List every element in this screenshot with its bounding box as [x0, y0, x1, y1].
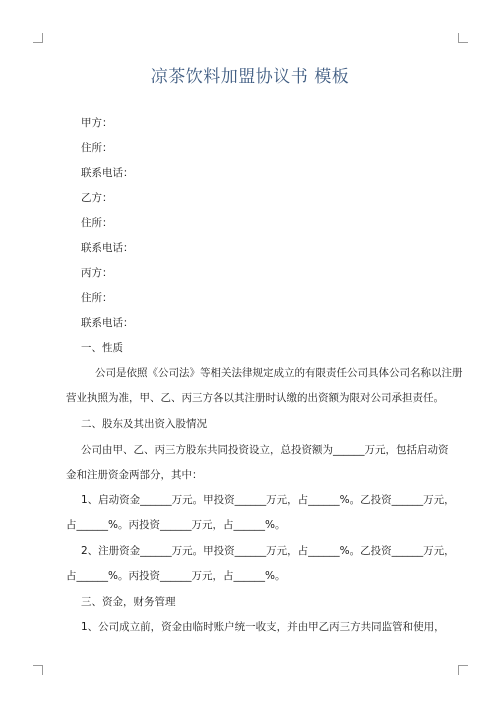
paragraph-line: 营业执照为准，甲、乙、丙三方各以其注册时认缴的出资额为限对公司承担责任。 — [66, 392, 444, 404]
corner-mark-bottom-left — [33, 665, 43, 675]
paragraph-line: 公司是依照《公司法》等相关法律规定成立的有限责任公司具体公司名称以注册 — [95, 367, 463, 379]
section-heading-nature: 一、性质 — [81, 342, 123, 354]
party-c-address-label: 住所： — [81, 292, 113, 304]
paragraph-line: 公司由甲、乙、丙三方股东共同投资设立，总投资额为______万元，包括启动资 — [81, 444, 449, 456]
clause-registered-capital: 2、注册资金______万元。甲投资______万元，占______%。乙投资______万元， — [81, 545, 455, 557]
section-heading-shareholders: 二、股东及其出资入股情况 — [81, 418, 207, 430]
clause-startup-capital: 1、启动资金______万元。甲投资______万元，占______%。乙投资______万元， — [81, 494, 455, 506]
clause-finance-1: 1、公司成立前，资金由临时账户统一收支，并由甲乙丙三方共同监管和使用， — [81, 621, 445, 633]
corner-mark-top-left — [33, 33, 43, 43]
section-heading-finance: 三、资金，财务管理 — [81, 596, 176, 608]
clause-registered-capital-cont: 占______%。丙投资______万元，占______%。 — [66, 570, 286, 582]
party-b-label: 乙方： — [81, 192, 113, 204]
party-c-phone-label: 联系电话： — [81, 317, 134, 329]
party-c-label: 丙方： — [81, 267, 113, 279]
party-a-label: 甲方： — [81, 117, 113, 129]
party-a-address-label: 住所： — [81, 142, 113, 154]
party-b-phone-label: 联系电话： — [81, 242, 134, 254]
paragraph-line: 金和注册资金两部分，其中： — [66, 469, 203, 481]
corner-mark-bottom-right — [458, 665, 468, 675]
party-b-address-label: 住所： — [81, 217, 113, 229]
corner-mark-top-right — [458, 33, 468, 43]
document-title: 凉茶饮料加盟协议书 模板 — [150, 67, 350, 87]
party-a-phone-label: 联系电话： — [81, 167, 134, 179]
clause-startup-capital-cont: 占______%。丙投资______万元，占______%。 — [66, 519, 286, 531]
